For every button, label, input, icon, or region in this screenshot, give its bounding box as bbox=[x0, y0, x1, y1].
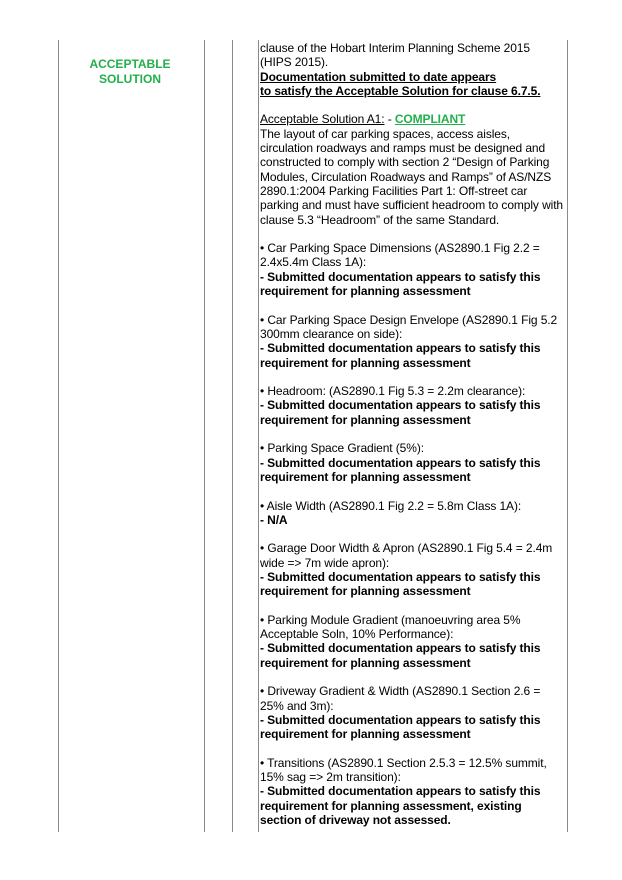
table-border-left bbox=[58, 40, 59, 832]
heading-line-2: SOLUTION bbox=[99, 72, 161, 86]
item-result: - Submitted documentation appears to satisfy this requirement for planning assessment bbox=[260, 455, 541, 484]
item-title: • Garage Door Width & Apron (AS2890.1 Fig 5.4 = 2.4m wide => 7m wide apron): bbox=[260, 541, 553, 570]
item-result: - Submitted documentation appears to satisfy this requirement for planning assessment bbox=[260, 569, 541, 599]
table-border-mid-3 bbox=[258, 40, 259, 832]
assessment-content bbox=[260, 41, 565, 842]
table-border-mid-1 bbox=[204, 40, 205, 832]
item-title: • Headroom: (AS2890.1 Fig 5.3 = 2.2m clearance): bbox=[260, 384, 526, 399]
item-result: - Submitted documentation appears to satisfy this requirement for planning assessment bbox=[260, 269, 541, 299]
item-title: • Car Parking Space Design Envelope (AS2890.1 Fig 5.2 300mm clearance on side): bbox=[260, 312, 558, 341]
item-result: - Submitted documentation appears to satisfy this requirement for planning assessment bbox=[260, 712, 541, 742]
item-result: - Submitted documentation appears to satisfy this requirement for planning assessment bbox=[260, 398, 541, 427]
list-item bbox=[260, 499, 565, 528]
intro-bold-line-1: Documentation submitted to date appears bbox=[260, 69, 497, 84]
item-title: • Aisle Width (AS2890.1 Fig 2.2 = 5.8m Class 1A): bbox=[260, 498, 522, 513]
item-result: - Submitted documentation appears to satisfy this requirement for planning assessment bbox=[260, 341, 541, 370]
list-item bbox=[260, 613, 565, 670]
list-item bbox=[260, 384, 565, 427]
compliance-status: COMPLIANT bbox=[394, 112, 466, 127]
list-item bbox=[260, 241, 565, 298]
list-item bbox=[260, 313, 565, 370]
a1-label: Acceptable Solution A1: bbox=[260, 112, 385, 127]
intro-line-1: clause of the Hobart Interim Planning Scheme 2015 bbox=[260, 41, 530, 55]
item-result: - Submitted documentation appears to satisfy this requirement for planning assessment, existing section of driveway not assessed. bbox=[260, 784, 541, 828]
list-item bbox=[260, 541, 565, 598]
item-result: - Submitted documentation appears to satisfy this requirement for planning assessment bbox=[260, 641, 541, 670]
intro-line-2: (HIPS 2015). bbox=[260, 55, 329, 70]
intro-bold-line-2: to satisfy the Acceptable Solution for clause 6.7.5. bbox=[260, 83, 541, 98]
list-item bbox=[260, 756, 565, 827]
item-result: - N/A bbox=[260, 512, 288, 527]
table-border-right bbox=[567, 40, 568, 832]
a1-heading bbox=[260, 112, 565, 126]
list-item bbox=[260, 441, 565, 484]
item-title: • Parking Space Gradient (5%): bbox=[260, 441, 424, 456]
item-title: • Car Parking Space Dimensions (AS2890.1 Fig 2.2 = 2.4x5.4m Class 1A): bbox=[260, 241, 540, 270]
a1-separator: - bbox=[384, 112, 395, 127]
item-title: • Parking Module Gradient (manoeuvring area 5% Acceptable Soln, 10% Performance): bbox=[260, 612, 521, 642]
a1-body: The layout of car parking spaces, access aisles, circulation roadways and ramps must be designed and constructed to comply with section 2 “Design of Parking Modules, Circulation Roadways and Ramps” of AS/NZS 2890.1:2004 Parking Facilities Part 1: Off-street car parking and must have sufficient headroom to comply with clause 5.3 “Headroom” of the same Standard. bbox=[260, 126, 564, 227]
item-title: • Transitions (AS2890.1 Section 2.5.3 = 12.5% summit, 15% sag => 2m transition): bbox=[260, 755, 547, 785]
item-title: • Driveway Gradient & Width (AS2890.1 Section 2.6 = 25% and 3m): bbox=[260, 684, 541, 713]
heading-line-1: ACCEPTABLE bbox=[89, 57, 171, 71]
list-item bbox=[260, 684, 565, 741]
acceptable-solution-heading bbox=[70, 57, 190, 87]
table-border-mid-2 bbox=[232, 40, 233, 832]
